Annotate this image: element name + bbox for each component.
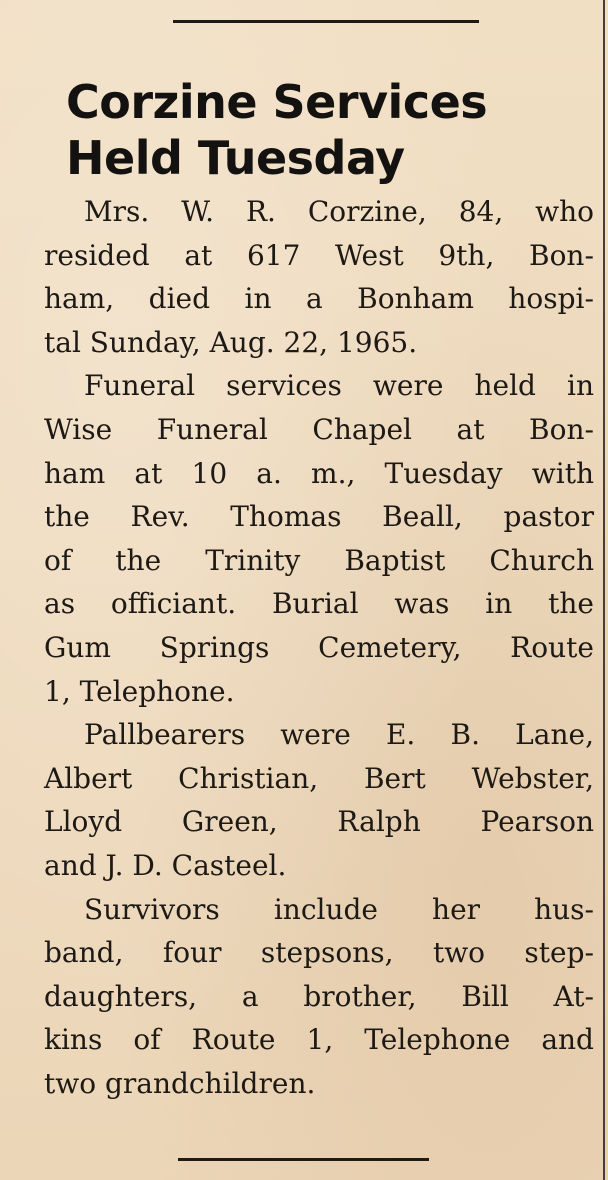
text-line: Survivors include her hus- <box>84 892 594 926</box>
headline <box>66 74 586 186</box>
article-body <box>44 190 594 1105</box>
text-line: Pallbearers were E. B. Lane, <box>84 718 594 752</box>
paragraph-funeral-services <box>44 364 594 713</box>
headline-line-2: Held Tuesday <box>66 131 405 185</box>
text-line: and J. D. Casteel. <box>44 848 287 882</box>
text-line: daughters, a brother, Bill At- <box>44 979 594 1013</box>
paragraph-survivors <box>44 888 594 1106</box>
text-line: Gum Springs Cemetery, Route <box>44 630 594 664</box>
text-line: as officiant. Burial was in the <box>44 587 594 621</box>
paragraph-death-notice <box>44 190 594 364</box>
text-line: two grandchildren. <box>44 1066 316 1100</box>
text-line: Lloyd Green, Ralph Pearson <box>44 805 594 839</box>
text-line: ham, died in a Bonham hospi- <box>44 282 594 316</box>
text-line: kins of Route 1, Telephone and <box>44 1023 594 1057</box>
text-line: Albert Christian, Bert Webster, <box>44 761 594 795</box>
paragraph-pallbearers <box>44 713 594 887</box>
text-line: tal Sunday, Aug. 22, 1965. <box>44 325 418 359</box>
text-line: the Rev. Thomas Beall, pastor <box>44 500 594 534</box>
bottom-rule <box>178 1158 429 1161</box>
text-line: Funeral services were held in <box>84 369 594 403</box>
text-line: 1, Telephone. <box>44 674 235 708</box>
headline-line-1: Corzine Services <box>66 75 488 129</box>
text-line: resided at 617 West 9th, Bon- <box>44 238 594 272</box>
top-rule <box>173 20 479 23</box>
text-line: band, four stepsons, two step- <box>44 936 594 970</box>
text-line: Wise Funeral Chapel at Bon- <box>44 412 594 446</box>
text-line: ham at 10 a. m., Tuesday with <box>44 456 594 490</box>
text-line: of the Trinity Baptist Church <box>44 543 594 577</box>
text-line: Mrs. W. R. Corzine, 84, who <box>84 195 594 228</box>
clipping-edge-line <box>603 0 605 1180</box>
